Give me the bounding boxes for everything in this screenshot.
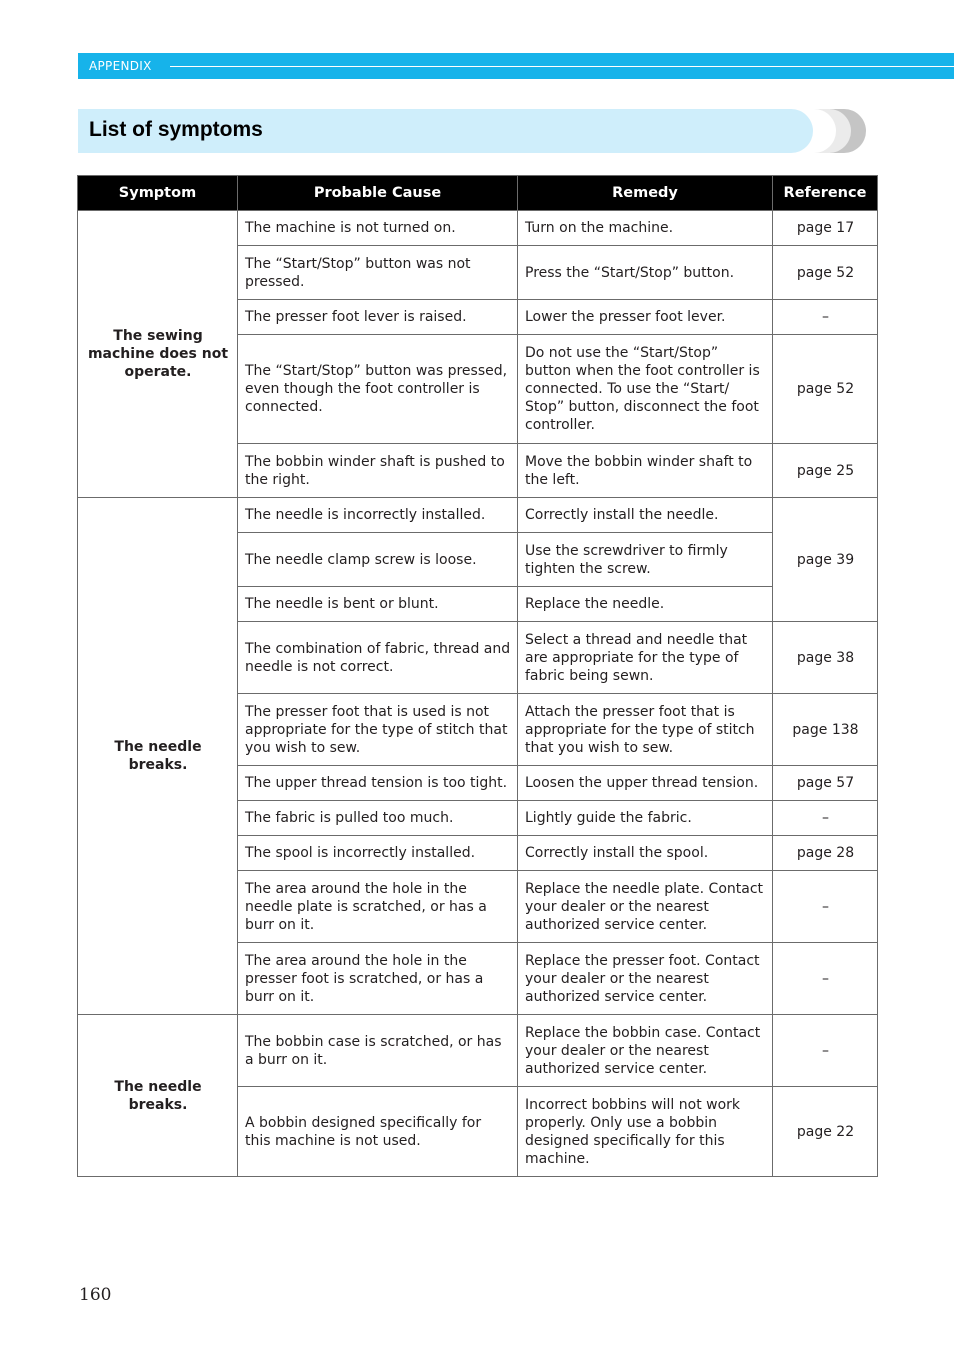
symptoms-table <box>77 175 878 1177</box>
reference-cell: – <box>773 871 878 943</box>
remedy-cell: Turn on the machine. <box>518 211 773 246</box>
cause-cell: The “Start/Stop” button was pressed, even though the foot controller is connected. <box>238 335 518 444</box>
table-header-row <box>78 176 878 211</box>
cause-cell: The bobbin case is scratched, or has a burr on it. <box>238 1015 518 1087</box>
cause-cell: The spool is incorrectly installed. <box>238 836 518 871</box>
cause-cell: The area around the hole in the needle plate is scratched, or has a burr on it. <box>238 871 518 943</box>
section-heading <box>78 109 866 153</box>
reference-cell: page 17 <box>773 211 878 246</box>
remedy-cell: Replace the bobbin case. Contact your dealer or the nearest authorized service center. <box>518 1015 773 1087</box>
cause-cell: The upper thread tension is too tight. <box>238 766 518 801</box>
symptom-cell: The needle breaks. <box>78 498 238 1015</box>
column-header-remedy: Remedy <box>518 176 773 211</box>
header-rule <box>170 66 954 67</box>
remedy-cell: Replace the needle plate. Contact your dealer or the nearest authorized service center. <box>518 871 773 943</box>
reference-cell: page 52 <box>773 335 878 444</box>
reference-cell: – <box>773 1015 878 1087</box>
remedy-cell: Replace the presser foot. Contact your dealer or the nearest authorized service center. <box>518 943 773 1015</box>
remedy-cell: Loosen the upper thread tension. <box>518 766 773 801</box>
symptom-cell: The sewing machine does not operate. <box>78 211 238 498</box>
cause-cell: The needle is incorrectly installed. <box>238 498 518 533</box>
remedy-cell: Lightly guide the fabric. <box>518 801 773 836</box>
column-header-cause: Probable Cause <box>238 176 518 211</box>
reference-cell: – <box>773 801 878 836</box>
remedy-cell: Move the bobbin winder shaft to the left. <box>518 444 773 498</box>
remedy-cell: Correctly install the spool. <box>518 836 773 871</box>
reference-cell: page 52 <box>773 246 878 300</box>
reference-cell: page 38 <box>773 622 878 694</box>
remedy-cell: Use the screwdriver to firmly tighten the screw. <box>518 533 773 587</box>
reference-cell: page 28 <box>773 836 878 871</box>
cause-cell: The combination of fabric, thread and needle is not correct. <box>238 622 518 694</box>
cause-cell: The machine is not turned on. <box>238 211 518 246</box>
cause-cell: The “Start/Stop” button was not pressed. <box>238 246 518 300</box>
column-header-symptom: Symptom <box>78 176 238 211</box>
table-row <box>78 211 878 246</box>
cause-cell: The presser foot lever is raised. <box>238 300 518 335</box>
column-header-reference: Reference <box>773 176 878 211</box>
cause-cell: The area around the hole in the presser foot is scratched, or has a burr on it. <box>238 943 518 1015</box>
page-number: 160 <box>79 1285 112 1305</box>
reference-cell: page 39 <box>773 498 878 622</box>
cause-cell: The fabric is pulled too much. <box>238 801 518 836</box>
remedy-cell: Lower the presser foot lever. <box>518 300 773 335</box>
cause-cell: The needle clamp screw is loose. <box>238 533 518 587</box>
reference-cell: page 25 <box>773 444 878 498</box>
remedy-cell: Replace the needle. <box>518 587 773 622</box>
cause-cell: The presser foot that is used is not appropriate for the type of stitch that you wish to sew. <box>238 694 518 766</box>
symptom-cell: The needle breaks. <box>78 1015 238 1177</box>
section-label: APPENDIX <box>89 59 152 73</box>
cause-cell: A bobbin designed specifically for this machine is not used. <box>238 1087 518 1177</box>
remedy-cell: Correctly install the needle. <box>518 498 773 533</box>
cause-cell: The bobbin winder shaft is pushed to the right. <box>238 444 518 498</box>
table-row <box>78 498 878 533</box>
table-row <box>78 1015 878 1087</box>
remedy-cell: Incorrect bobbins will not work properly. Only use a bobbin designed specifically for this machine. <box>518 1087 773 1177</box>
page-title: List of symptoms <box>89 118 263 141</box>
reference-cell: – <box>773 300 878 335</box>
reference-cell: page 57 <box>773 766 878 801</box>
remedy-cell: Attach the presser foot that is appropriate for the type of stitch that you wish to sew. <box>518 694 773 766</box>
appendix-header-bar <box>78 53 954 79</box>
remedy-cell: Press the “Start/Stop” button. <box>518 246 773 300</box>
reference-cell: page 138 <box>773 694 878 766</box>
remedy-cell: Do not use the “Start/Stop” button when the foot controller is connected. To use the “Start/ Stop” button, disconnect the foot controller. <box>518 335 773 444</box>
remedy-cell: Select a thread and needle that are appropriate for the type of fabric being sewn. <box>518 622 773 694</box>
reference-cell: page 22 <box>773 1087 878 1177</box>
reference-cell: – <box>773 943 878 1015</box>
cause-cell: The needle is bent or blunt. <box>238 587 518 622</box>
